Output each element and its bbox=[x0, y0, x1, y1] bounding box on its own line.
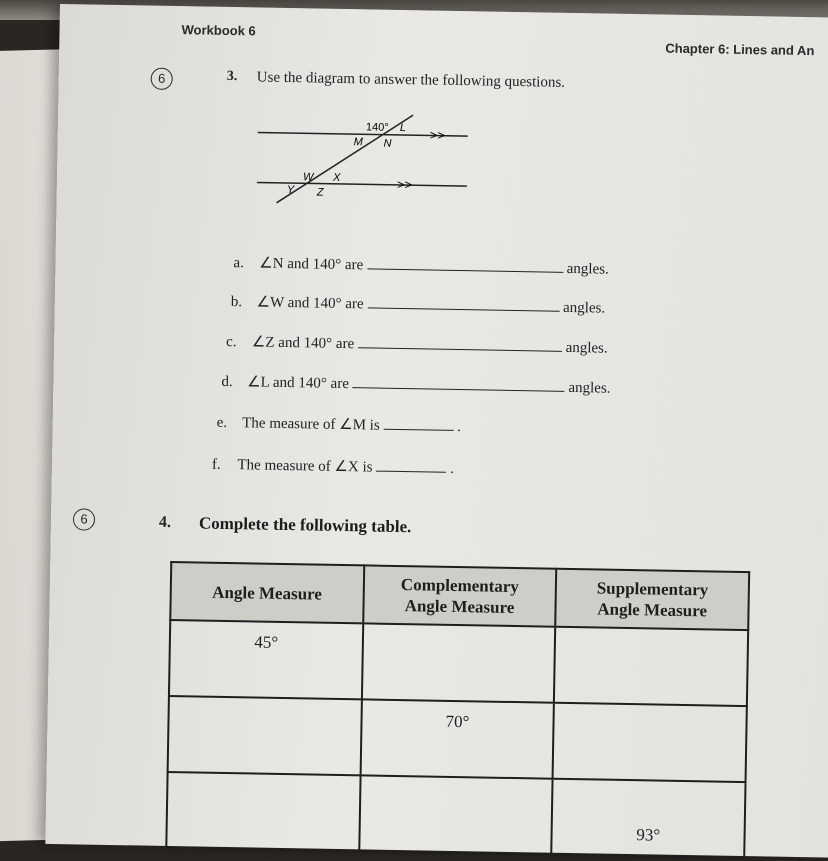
table-row bbox=[169, 620, 748, 706]
item-suffix: . bbox=[457, 418, 462, 436]
workbook-page bbox=[45, 4, 828, 858]
table-cell[interactable] bbox=[553, 703, 747, 782]
q4-prompt: Complete the following table. bbox=[198, 513, 412, 537]
parallel-arrows-bottom: >> bbox=[396, 176, 413, 193]
label-Z: Z bbox=[316, 186, 324, 199]
answer-blank[interactable] bbox=[358, 347, 562, 352]
label-M: M bbox=[353, 136, 363, 149]
label-N: N bbox=[383, 137, 392, 150]
item-text: The measure of ∠M is bbox=[242, 415, 380, 434]
item-text: ∠L and 140° are bbox=[247, 374, 350, 393]
label-L: L bbox=[399, 121, 407, 135]
workbook-title: Workbook 6 bbox=[181, 22, 256, 39]
item-text: ∠Z and 140° are bbox=[251, 334, 355, 353]
chapter-title: Chapter 6: Lines and An bbox=[665, 40, 815, 59]
q3-item-a bbox=[233, 253, 609, 279]
q3-prompt: Use the diagram to answer the following questions. bbox=[256, 69, 566, 91]
table-row bbox=[166, 772, 745, 858]
table-cell[interactable] bbox=[166, 772, 360, 851]
label-W: W bbox=[302, 171, 314, 184]
item-text: ∠W and 140° are bbox=[256, 294, 364, 313]
q4-number: 4. bbox=[158, 513, 172, 532]
item-suffix: angles. bbox=[565, 339, 608, 357]
q3-item-f bbox=[212, 455, 454, 478]
item-letter: b. bbox=[230, 294, 243, 311]
item-letter: c. bbox=[225, 333, 237, 351]
table-cell: 93° bbox=[552, 779, 746, 858]
item-suffix: angles. bbox=[562, 299, 606, 317]
q3-number: 3. bbox=[226, 68, 238, 85]
table-cell[interactable] bbox=[362, 623, 556, 702]
item-letter: d. bbox=[221, 373, 233, 391]
answer-blank[interactable] bbox=[367, 268, 563, 272]
label-140: 140° bbox=[365, 121, 389, 134]
angle-table bbox=[165, 561, 750, 859]
item-suffix: angles. bbox=[566, 260, 609, 278]
table-header-row bbox=[170, 562, 749, 630]
item-text: ∠N and 140° are bbox=[259, 255, 364, 274]
item-letter: e. bbox=[216, 414, 228, 431]
item-suffix: angles. bbox=[568, 379, 611, 397]
item-letter: a. bbox=[233, 255, 245, 272]
item-letter: f. bbox=[211, 456, 221, 473]
transversal-line bbox=[277, 113, 414, 205]
item-suffix: . bbox=[449, 460, 454, 477]
table-cell: 45° bbox=[169, 620, 363, 699]
column-header: Angle Measure bbox=[170, 562, 364, 623]
parallel-lines-diagram bbox=[246, 107, 478, 221]
q3-item-c bbox=[226, 332, 608, 358]
q4-points-badge: 6 bbox=[73, 508, 95, 530]
column-header: Supplementary Angle Measure bbox=[556, 569, 750, 630]
item-text: The measure of ∠X is bbox=[237, 457, 373, 476]
label-Y: Y bbox=[286, 183, 295, 197]
table-cell[interactable] bbox=[554, 627, 748, 706]
q3-item-d bbox=[221, 372, 610, 398]
parallel-arrows-top: >> bbox=[429, 127, 446, 143]
q3-item-e bbox=[217, 413, 462, 436]
label-X: X bbox=[332, 171, 341, 184]
table-cell[interactable] bbox=[359, 775, 553, 854]
answer-blank[interactable] bbox=[376, 471, 446, 473]
answer-blank[interactable] bbox=[353, 387, 565, 392]
table-cell[interactable] bbox=[168, 696, 362, 775]
q3-points-badge: 6 bbox=[151, 68, 173, 90]
answer-blank[interactable] bbox=[383, 429, 453, 431]
q3-item-b bbox=[231, 292, 606, 318]
answer-blank[interactable] bbox=[367, 307, 559, 311]
column-header: Complementary Angle Measure bbox=[363, 565, 557, 626]
table-row bbox=[168, 696, 747, 782]
table-cell: 70° bbox=[360, 699, 554, 778]
